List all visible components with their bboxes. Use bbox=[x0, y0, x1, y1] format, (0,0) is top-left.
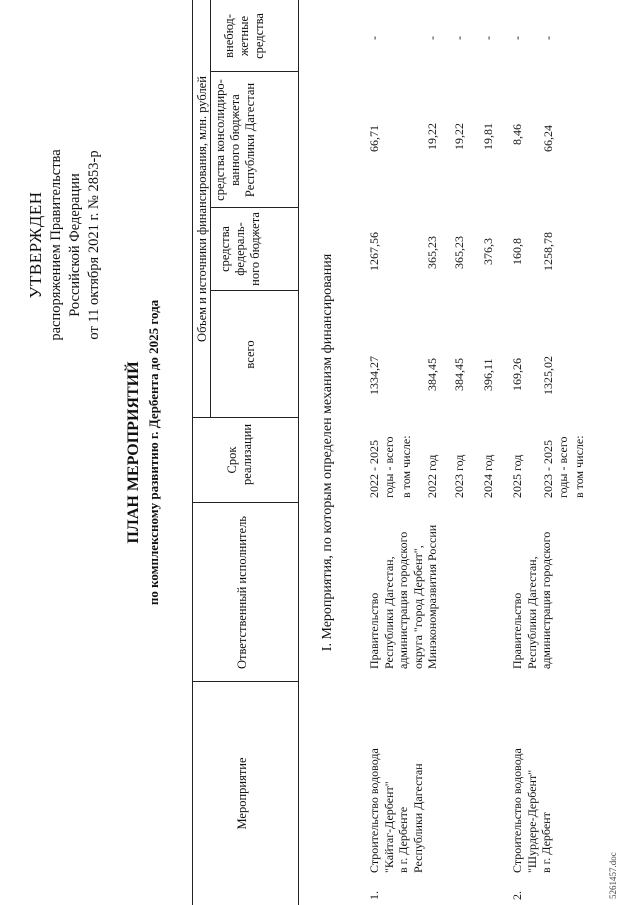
item-term: в том числе: bbox=[572, 435, 586, 498]
item-executor: Правительство Республики Дагестан, администрация городского округа "город Дербент", Минэкономразвития России bbox=[367, 524, 439, 669]
item-federal: 160,8 bbox=[510, 238, 524, 265]
item-federal: 376,3 bbox=[481, 238, 495, 265]
item-term: 2022 год bbox=[425, 454, 439, 498]
approval-line-1: распоряжением Правительства bbox=[48, 149, 64, 341]
item-federal: 365,23 bbox=[425, 236, 439, 269]
header-executor: Ответственный исполнитель bbox=[235, 515, 249, 670]
item-extra: - bbox=[510, 36, 524, 40]
header-regional: средства консолидиро-ванного бюджета Республики Дагестан bbox=[213, 79, 257, 201]
item-activity: Строительство водовода "Кайтаг-Дербент" в г. Дербенте Республики Дагестан bbox=[367, 748, 425, 873]
item-extra: - bbox=[452, 36, 466, 40]
item-total: 384,45 bbox=[425, 358, 439, 391]
header-activity: Мероприятие bbox=[235, 757, 249, 830]
item-executor: Правительство Республики Дагестан, администрация городского bbox=[510, 531, 553, 669]
item-federal: 1258,78 bbox=[541, 232, 555, 271]
section-heading: I. Мероприятия, по которым определен механизм финансирования bbox=[320, 253, 335, 652]
item-term: в том числе: bbox=[399, 435, 413, 498]
item-total: 384,45 bbox=[452, 358, 466, 391]
column-divider-6 bbox=[210, 71, 298, 72]
item-federal: 365,23 bbox=[452, 236, 466, 269]
item-extra: - bbox=[481, 36, 495, 40]
header-funding-group: Объем и источники финансирования, млн. рублей bbox=[195, 76, 209, 342]
item-extra: - bbox=[541, 36, 555, 40]
item-regional: 66,24 bbox=[541, 125, 555, 152]
item-regional: 8,46 bbox=[510, 124, 524, 145]
item-term: 2023 - 2025 годы - всего bbox=[541, 436, 570, 498]
funding-subheader-border bbox=[210, 0, 211, 418]
item-extra: - bbox=[367, 36, 381, 40]
item-extra: - bbox=[425, 36, 439, 40]
approval-heading: УТВЕРЖДЕН bbox=[26, 191, 45, 299]
item-regional: 66,71 bbox=[367, 125, 381, 152]
item-total: 169,26 bbox=[510, 358, 524, 391]
item-term: 2022 - 2025 годы - всего bbox=[367, 436, 396, 498]
title-main: ПЛАН МЕРОПРИЯТИЙ bbox=[125, 361, 142, 544]
table-header-bottom-border bbox=[298, 0, 299, 905]
footer-file-id: 5261457.doc bbox=[608, 852, 618, 899]
table-top-border bbox=[192, 0, 193, 905]
item-total: 1334,27 bbox=[367, 356, 381, 395]
item-total: 396,11 bbox=[481, 358, 495, 391]
column-divider-5 bbox=[210, 207, 298, 208]
item-term: 2024 год bbox=[481, 454, 495, 498]
header-term: Срок реализации bbox=[225, 423, 254, 485]
approval-block bbox=[25, 30, 104, 460]
header-federal: средства федераль-ного бюджета bbox=[218, 212, 262, 286]
header-total: всего bbox=[243, 340, 257, 369]
approval-line-3: от 11 октября 2021 г. № 2853-р bbox=[86, 150, 102, 340]
header-extra: внебюд-жетные средства bbox=[222, 13, 266, 59]
title-sub: по комплексному развитию г. Дербента до 2025 года bbox=[146, 299, 161, 606]
item-number: 1. bbox=[367, 891, 381, 900]
item-number: 2. bbox=[510, 891, 524, 900]
item-federal: 1267,56 bbox=[367, 232, 381, 271]
item-total: 1325,02 bbox=[541, 356, 555, 395]
item-regional: 19,22 bbox=[425, 123, 439, 150]
item-term: 2023 год bbox=[452, 454, 466, 498]
item-regional: 19,81 bbox=[481, 123, 495, 150]
approval-line-2: Российской Федерации bbox=[67, 173, 83, 317]
item-term: 2025 год bbox=[510, 454, 524, 498]
item-activity: Строительство водовода "Шурдере-Дербент" в г. Дербент bbox=[510, 748, 553, 873]
document-title bbox=[125, 0, 162, 905]
item-regional: 19,22 bbox=[452, 123, 466, 150]
